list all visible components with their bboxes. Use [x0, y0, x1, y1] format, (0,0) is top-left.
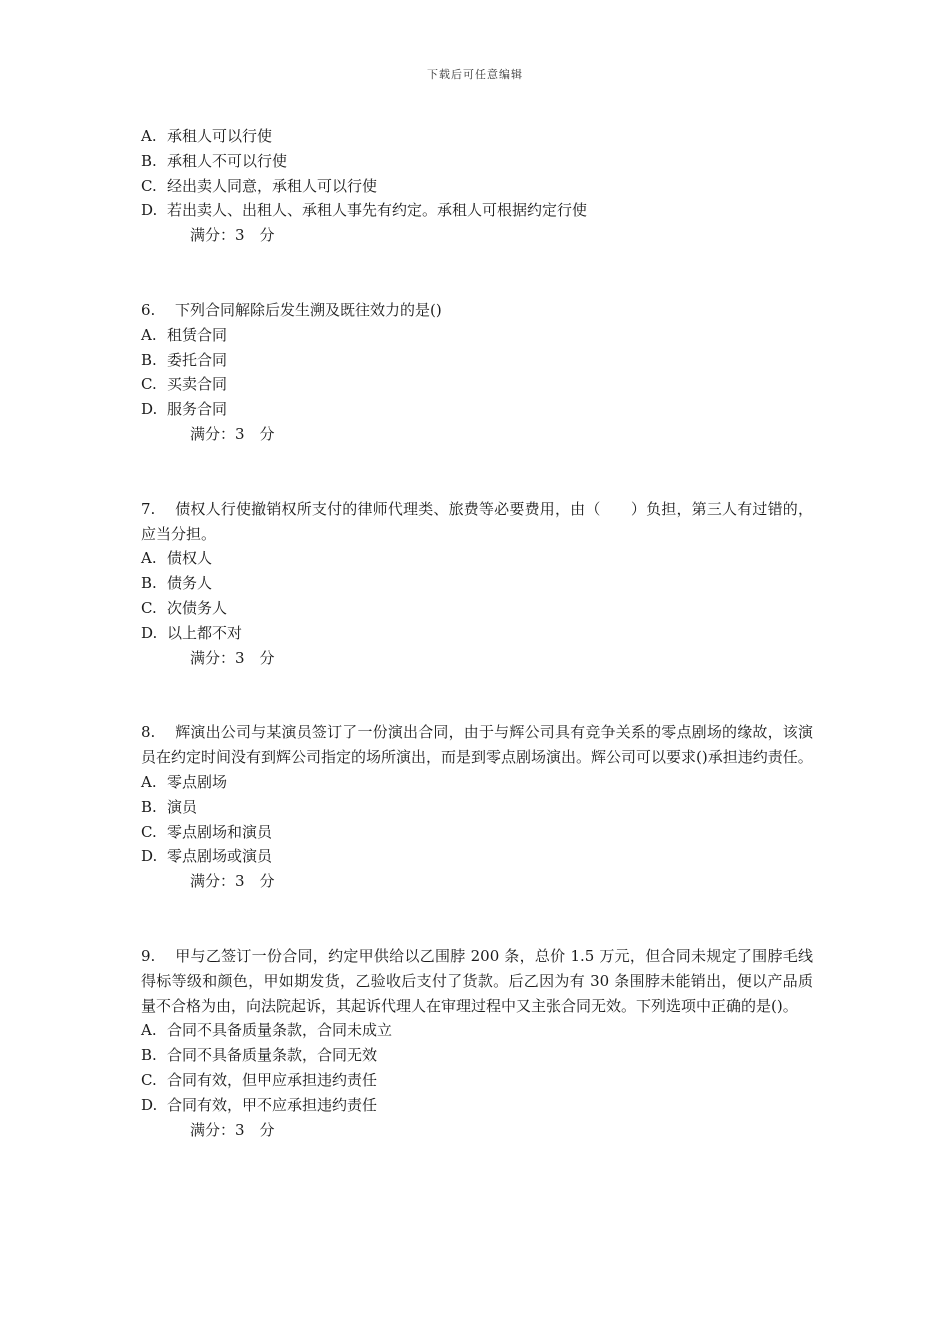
option-c: C. 次债务人	[141, 598, 228, 617]
question-number: 9.	[141, 946, 156, 965]
question-7	[141, 497, 813, 671]
score-label: 满分：3 分	[190, 648, 275, 667]
score-label: 满分：3 分	[190, 872, 275, 891]
option-c: C. 合同有效，但甲应承担违约责任	[141, 1070, 378, 1089]
option-b: B. 委托合同	[141, 350, 228, 369]
option-b: B. 债务人	[141, 574, 213, 593]
question-stem: 8. 辉演出公司与某演员签订了一份演出合同，由于与辉公司具有竞争关系的零点剧场的缘故，该演员在约定时间没有到辉公司指定的场所演出，而是到零点剧场演出。辉公司可以要求()承担违约责任。	[141, 720, 813, 770]
question-6	[141, 298, 813, 447]
score-label: 满分：3 分	[190, 424, 275, 443]
option-a: A. 债权人	[141, 549, 213, 568]
option-a: A. 零点剧场	[141, 772, 228, 791]
option-c: C. 经出卖人同意，承租人可以行使	[141, 176, 378, 195]
option-c: C. 买卖合同	[141, 375, 228, 394]
option-b: B. 演员	[141, 797, 198, 816]
option-d: D. 若出卖人、出租人、承租人事先有约定。承租人可根据约定行使	[141, 201, 588, 220]
question-stem: 6. 下列合同解除后发生溯及既往效力的是()	[141, 298, 813, 323]
question-number: 8.	[141, 723, 156, 742]
option-d: D. 服务合同	[141, 400, 228, 419]
question-5-continued	[141, 124, 813, 248]
question-8	[141, 720, 813, 894]
question-number: 7.	[141, 499, 156, 518]
page-header: 下载后可任意编辑	[427, 68, 523, 81]
document-body	[141, 124, 813, 1142]
option-b: B. 承租人不可以行使	[141, 151, 288, 170]
option-a: A. 合同不具备质量条款，合同未成立	[141, 1021, 393, 1040]
option-c: C. 零点剧场和演员	[141, 822, 273, 841]
option-a: A. 租赁合同	[141, 325, 228, 344]
option-d: D. 零点剧场或演员	[141, 847, 273, 866]
option-b: B. 合同不具备质量条款，合同无效	[141, 1046, 378, 1065]
question-9	[141, 944, 813, 1142]
option-a: A. 承租人可以行使	[141, 127, 273, 145]
question-stem: 9. 甲与乙签订一份合同，约定甲供给以乙围脖 200 条，总价 1.5 万元，但合同未规定了围脖毛线得标等级和颜色，甲如期发货，乙验收后支付了货款。后乙因为有 30 条围脖未能销出，便以产品质量不合格为由，向法院起诉，其起诉代理人在审理过程中又主张合同无效。下列选项中正确的是()。	[141, 944, 813, 1018]
option-d: D. 合同有效，甲不应承担违约责任	[141, 1095, 378, 1114]
question-stem: 7. 债权人行使撤销权所支付的律师代理类、旅费等必要费用，由（ ）负担，第三人有过错的，应当分担。	[141, 497, 813, 547]
question-number: 6.	[141, 300, 156, 319]
score-label: 满分：3 分	[190, 226, 275, 245]
score-label: 满分：3 分	[190, 1120, 275, 1139]
option-d: D. 以上都不对	[141, 623, 243, 642]
